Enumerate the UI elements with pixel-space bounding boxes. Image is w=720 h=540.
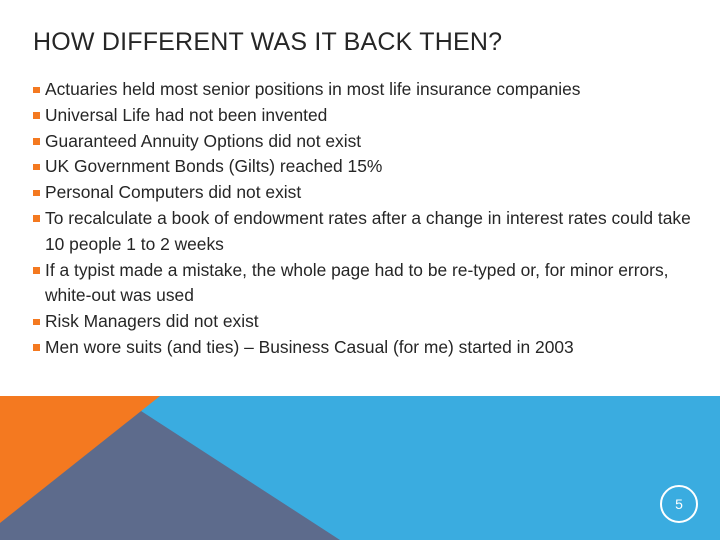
- footer-decoration: [0, 396, 720, 540]
- bullet-item: [33, 129, 693, 155]
- bullet-item: [33, 154, 693, 180]
- square-bullet-icon: [33, 87, 40, 94]
- page-number: 5: [675, 496, 683, 512]
- bullet-item: [33, 77, 693, 103]
- bullet-text: If a typist made a mistake, the whole page had to be re-typed or, for minor errors, white-out was used: [45, 259, 669, 306]
- square-bullet-icon: [33, 319, 40, 326]
- bullet-text: Universal Life had not been invented: [45, 104, 328, 125]
- square-bullet-icon: [33, 344, 40, 351]
- square-bullet-icon: [33, 138, 40, 145]
- bullet-text: Men wore suits (and ties) – Business Casual (for me) started in 2003: [45, 336, 574, 357]
- bullet-item: [33, 103, 693, 129]
- bullet-text: To recalculate a book of endowment rates after a change in interest rates could take 10 people 1 to 2 weeks: [45, 207, 691, 254]
- bullet-text: Guaranteed Annuity Options did not exist: [45, 130, 362, 151]
- square-bullet-icon: [33, 164, 40, 171]
- bullet-text: UK Government Bonds (Gilts) reached 15%: [45, 156, 383, 177]
- bullet-item: [33, 180, 693, 206]
- bullet-item: [33, 258, 693, 310]
- bullet-text: Risk Managers did not exist: [45, 311, 259, 332]
- page-number-badge: [660, 485, 698, 523]
- bullet-list: [33, 77, 693, 361]
- square-bullet-icon: [33, 267, 40, 274]
- bullet-text: Actuaries held most senior positions in most life insurance companies: [45, 79, 581, 99]
- square-bullet-icon: [33, 215, 40, 222]
- bullet-item: [33, 206, 693, 258]
- square-bullet-icon: [33, 190, 40, 197]
- bullet-item: [33, 309, 693, 335]
- bullet-item: [33, 335, 693, 361]
- slide-title: HOW DIFFERENT WAS IT BACK THEN?: [33, 28, 503, 56]
- bullet-text: Personal Computers did not exist: [45, 182, 302, 203]
- square-bullet-icon: [33, 112, 40, 119]
